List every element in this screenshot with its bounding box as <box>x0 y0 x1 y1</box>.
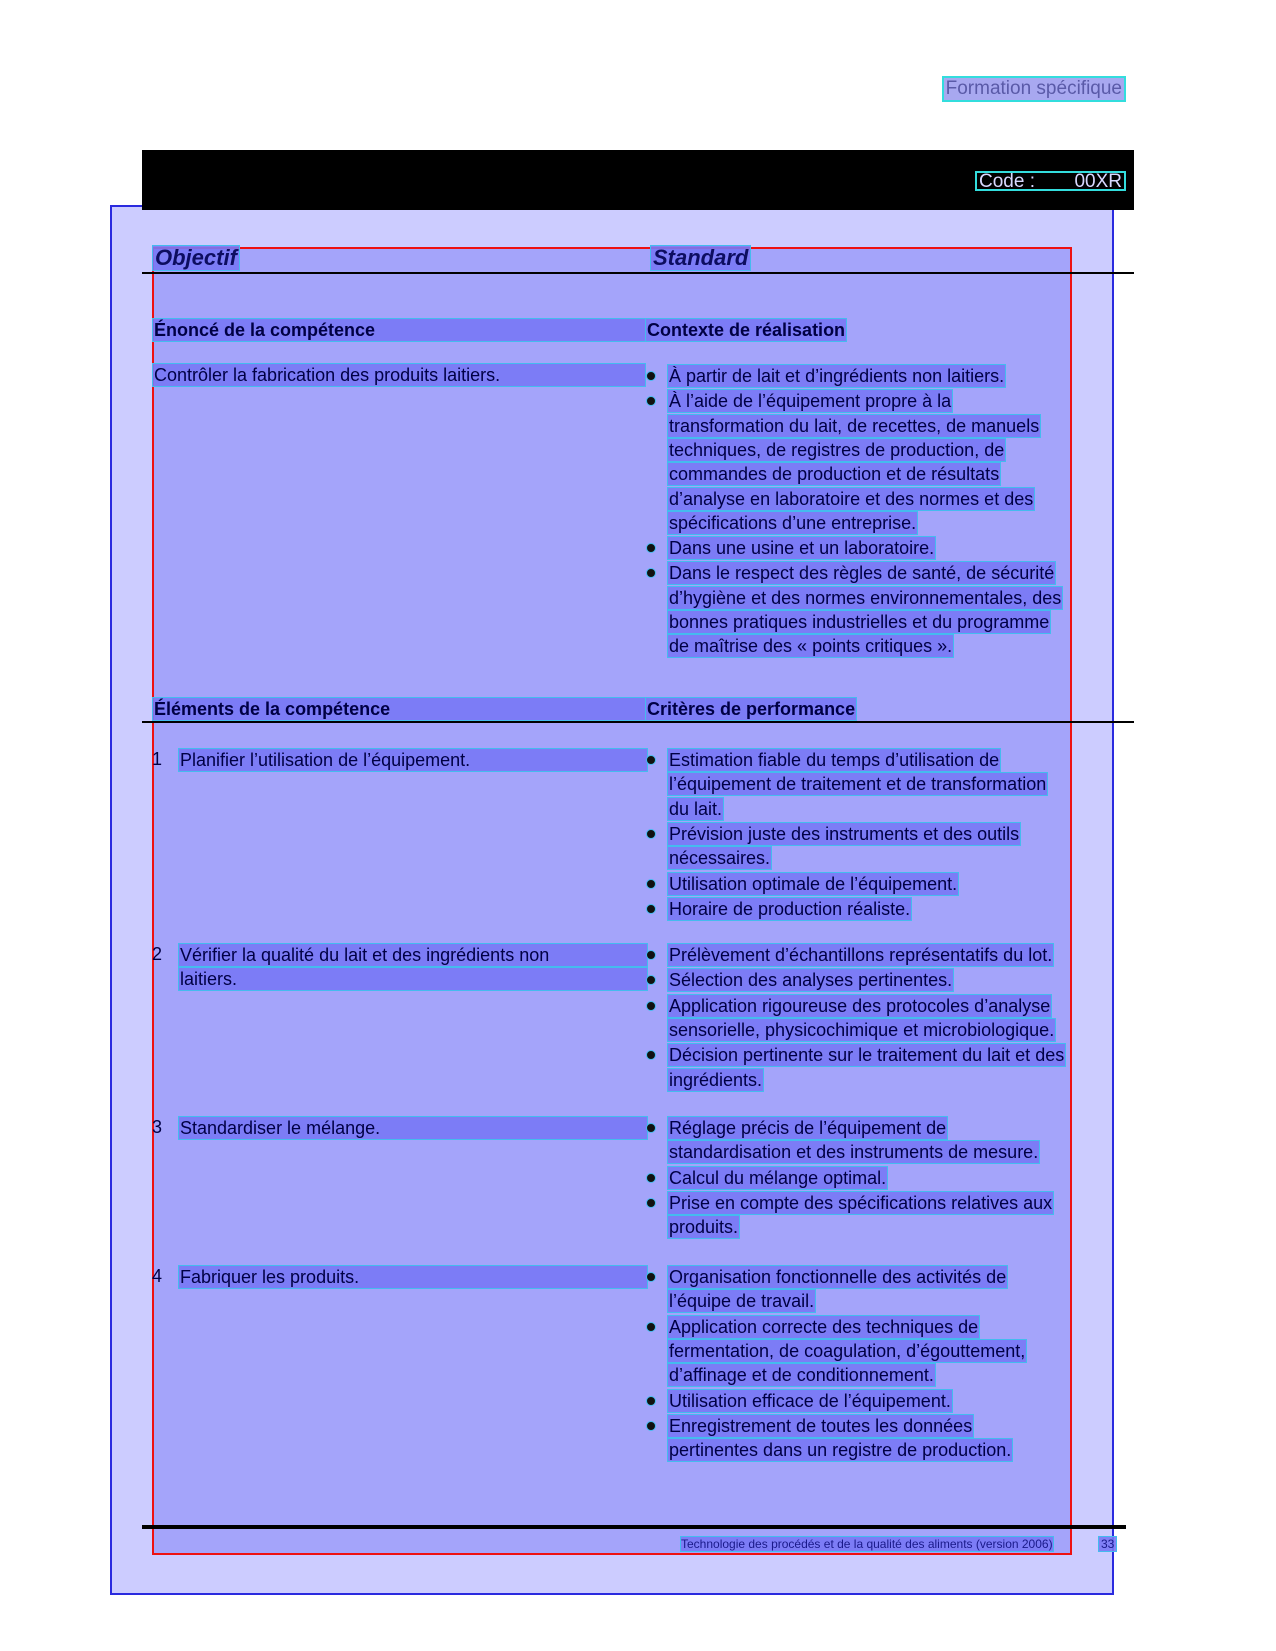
element-text: Planifier l’utilisation de l’équipement. <box>178 748 648 772</box>
bullet-icon <box>646 950 656 960</box>
program-label: Formation spécifique <box>942 76 1126 102</box>
context-item-line: À partir de lait et d’ingrédients non laitiers. <box>669 366 1005 386</box>
element-text: Standardiser le mélange. <box>178 1116 648 1140</box>
context-item-line: d’analyse en laboratoire et des normes et des <box>669 488 1034 509</box>
criterion-line: fermentation, de coagulation, d’égouttement, <box>669 1340 1026 1361</box>
criterion-line: nécessaires. <box>669 848 771 869</box>
bullet-icon <box>646 904 656 914</box>
bullet-icon <box>646 1001 656 1011</box>
statement-title: Énoncé de la compétence <box>152 318 646 342</box>
criterion-line: Décision pertinente sur le traitement du lait et des <box>669 1045 1065 1066</box>
context-item-line: de maîtrise des « points critiques ». <box>669 636 953 657</box>
bullet-icon <box>646 755 656 765</box>
bullet-icon <box>646 1198 656 1208</box>
criteria-title: Critères de performance <box>647 699 856 719</box>
criterion-line: d’affinage et de conditionnement. <box>669 1365 934 1386</box>
element-text: Fabriquer les produits. <box>178 1265 648 1289</box>
standard-heading: Standard <box>650 245 751 271</box>
bullet-icon <box>646 1396 656 1406</box>
context-item-line: Dans le respect des règles de santé, de sécurité <box>669 563 1055 584</box>
context-item-line: d’hygiène et des normes environnementales, des <box>669 587 1062 608</box>
element-number: 4 <box>152 1266 163 1286</box>
bullet-icon <box>646 371 656 381</box>
criterion-line: ingrédients. <box>669 1069 763 1090</box>
page-number: 33 <box>1098 1536 1117 1552</box>
criterion-line: du lait. <box>669 798 723 819</box>
section-rule <box>142 721 1134 723</box>
context-item-line: À l’aide de l’équipement propre à la <box>669 391 952 412</box>
criterion-line: Sélection des analyses pertinentes. <box>669 970 953 991</box>
criterion-line: Enregistrement de toutes les données <box>669 1415 973 1436</box>
bullet-icon <box>646 1272 656 1282</box>
context-item-line: Dans une usine et un laboratoire. <box>669 538 935 559</box>
criterion-line: Application rigoureuse des protocoles d’analyse <box>669 995 1051 1016</box>
criterion-line: Prise en compte des spécifications relatives aux <box>669 1192 1053 1213</box>
element-number: 2 <box>152 944 163 964</box>
element-text: Vérifier la qualité du lait et des ingrédients non <box>178 943 648 967</box>
criterion-line: produits. <box>669 1217 739 1238</box>
context-title: Contexte de réalisation <box>647 320 846 340</box>
context-item-line: bonnes pratiques industrielles et du programme <box>669 612 1050 632</box>
criterion-line: Prévision juste des instruments et des outils <box>669 823 1020 844</box>
element-number: 1 <box>152 749 163 769</box>
criterion-line: Application correcte des techniques de <box>669 1316 979 1337</box>
criterion-line: pertinentes dans un registre de production. <box>669 1440 1012 1461</box>
context-item-line: commandes de production et de résultats <box>669 464 1000 485</box>
criterion-line: standardisation et des instruments de mesure. <box>669 1142 1039 1163</box>
bullet-icon <box>646 1421 656 1431</box>
bullet-icon <box>646 1173 656 1183</box>
criterion-line: l’équipe de travail. <box>669 1291 815 1312</box>
heading-rule <box>142 272 1134 274</box>
context-item-line: spécifications d’une entreprise. <box>669 512 917 533</box>
bullet-icon <box>646 829 656 839</box>
bullet-icon <box>646 879 656 889</box>
statement-text: Contrôler la fabrication des produits laitiers. <box>152 363 646 387</box>
bullet-icon <box>646 1123 656 1133</box>
element-text: laitiers. <box>178 967 648 991</box>
context-item-line: techniques, de registres de production, de <box>669 439 1005 460</box>
criterion-line: Utilisation optimale de l’équipement. <box>669 873 958 894</box>
criterion-line: sensorielle, physicochimique et microbiologique. <box>669 1019 1055 1040</box>
criterion-line: Estimation fiable du temps d’utilisation de <box>669 750 1000 770</box>
footer-rule <box>142 1525 1126 1529</box>
element-number: 3 <box>152 1117 163 1137</box>
code-box <box>975 171 1126 191</box>
criterion-line: l’équipement de traitement et de transformation <box>669 774 1047 795</box>
bullet-icon <box>646 1322 656 1332</box>
criterion-line: Utilisation efficace de l’équipement. <box>669 1390 951 1411</box>
criterion-line: Horaire de production réaliste. <box>669 898 911 919</box>
objective-heading: Objectif <box>152 245 240 271</box>
elements-title: Éléments de la compétence <box>152 697 646 721</box>
criterion-line: Prélèvement d’échantillons représentatifs du lot. <box>669 945 1053 965</box>
criterion-line: Organisation fonctionnelle des activités de <box>669 1267 1007 1287</box>
code-value: 00XR <box>1074 171 1122 192</box>
criterion-line: Calcul du mélange optimal. <box>669 1167 887 1188</box>
context-item-line: transformation du lait, de recettes, de manuels <box>669 415 1040 436</box>
criterion-line: Réglage précis de l’équipement de <box>669 1118 947 1138</box>
footer-text: Technologie des procédés et de la qualité des aliments (version 2006) <box>681 1537 1053 1551</box>
code-label: Code : <box>979 171 1035 192</box>
